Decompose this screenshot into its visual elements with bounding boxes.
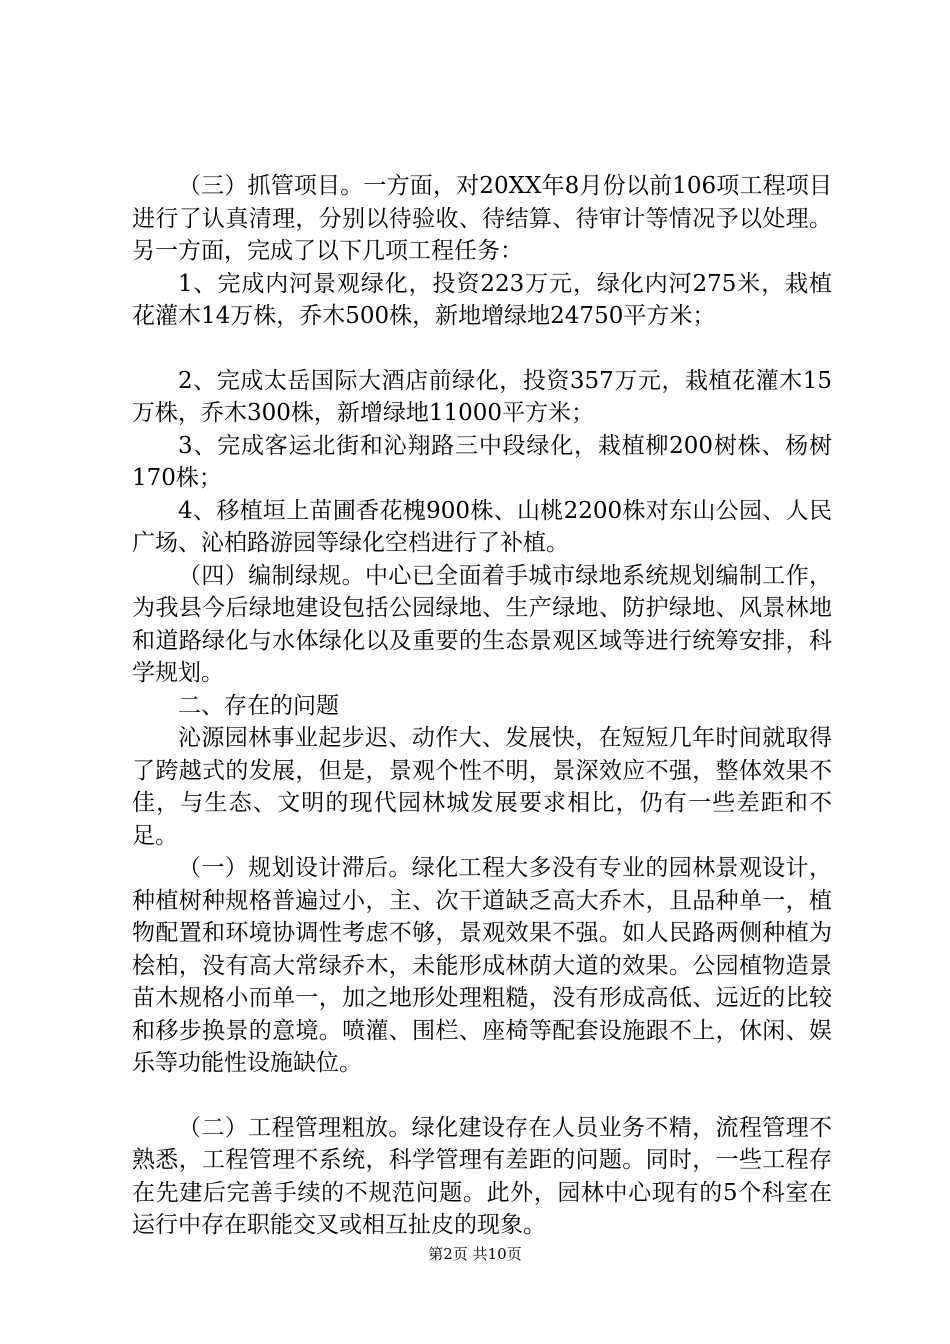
paragraph-design-lag: （一）规划设计滞后。绿化工程大多没有专业的园林景观设计，种植树种规格普遍过小，主、次干道缺乏高大乔木，且品种单一，植物配置和环境协调性考虑不够，景观效果不强。如人民路两侧种植为桧柏，没有高大常绿乔木，未能形成林荫大道的效果。公园植物造景苗木规格小而单一，加之地形处理粗糙，没有形成高低、远近的比较和移步换景的意境。喷灌、围栏、座椅等配套设施跟不上，休闲、娱乐等功能性设施缺位。 xyxy=(132,855,832,1076)
paragraph-task-3: 3、完成客运北街和沁翔路三中段绿化，栽植柳200树株、杨树170株； xyxy=(132,432,832,491)
paragraph-project-management: （三）抓管项目。一方面，对20XX年8月份以前106项工程项目进行了认真清理，分别以待验收、待结算、待审计等情况予以处理。另一方面，完成了以下几项工程任务： xyxy=(132,173,832,264)
section-heading-problems: 二、存在的问题 xyxy=(178,692,339,719)
paragraph-task-4: 4、移植垣上苗圃香花槐900株、山桃2200株对东山公园、人民广场、沁柏路游园等绿化空档进行了补植。 xyxy=(132,497,832,556)
paragraph-task-2: 2、完成太岳国际大酒店前绿化，投资357万元，栽植花灌木15万株，乔木300株，新增绿地11000平方米； xyxy=(132,367,832,426)
paragraph-task-1: 1、完成内河景观绿化，投资223万元，绿化内河275米，栽植花灌木14万株，乔木500株，新地增绿地24750平方米； xyxy=(132,270,832,329)
document-body xyxy=(132,170,832,1242)
paragraph-management-issues: （二）工程管理粗放。绿化建设存在人员业务不精，流程管理不熟悉，工程管理不系统，科学管理有差距的问题。同时，一些工程存在先建后完善手续的不规范问题。此外，园林中心现有的5个科室在运行中存在职能交叉或相互扯皮的现象。 xyxy=(132,1114,832,1238)
paragraph-problems-intro: 沁源园林事业起步迟、动作大、发展快，在短短几年时间就取得了跨越式的发展，但是，景观个性不明，景深效应不强，整体效果不佳，与生态、文明的现代园林城发展要求相比，仍有一些差距和不足。 xyxy=(132,725,832,849)
paragraph-green-planning: （四）编制绿规。中心已全面着手城市绿地系统规划编制工作，为我县今后绿地建设包括公园绿地、生产绿地、防护绿地、风景林地和道路绿化与水体绿化以及重要的生态景观区域等进行统筹安排，科学规划。 xyxy=(132,562,832,686)
page-footer: 第2页 共10页 xyxy=(428,1245,522,1263)
